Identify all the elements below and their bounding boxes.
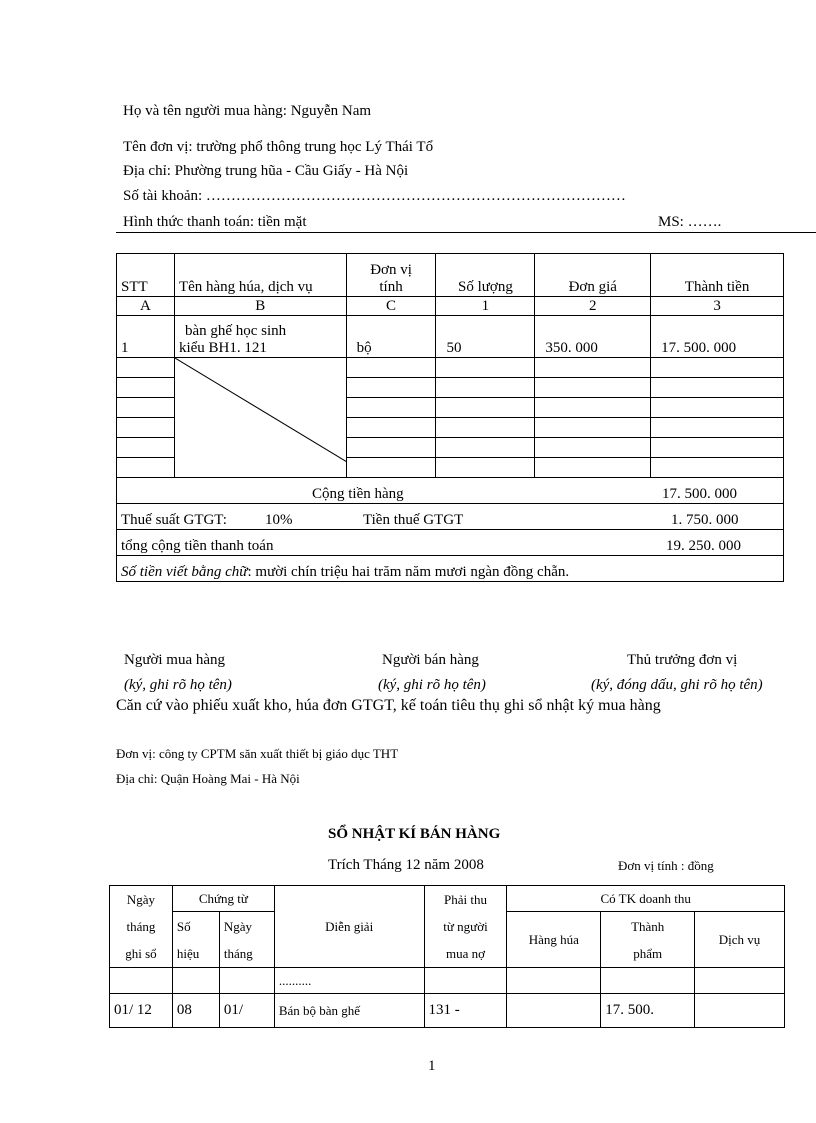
row-price: 350. 000 bbox=[535, 316, 651, 358]
vat-rate: 10% bbox=[265, 512, 293, 528]
jh-date: Ngày tháng ghi sổ bbox=[110, 886, 173, 968]
header-qty: Số lượng bbox=[436, 254, 535, 297]
code-a: A bbox=[117, 297, 175, 316]
journal-subtitle: Trích Tháng 12 năm 2008 bbox=[328, 857, 484, 873]
code-c: C bbox=[346, 297, 436, 316]
header-stt: STT bbox=[117, 254, 175, 297]
jr-finished: 17. 500. bbox=[601, 994, 695, 1028]
jh-finished: Thành phẩm bbox=[601, 912, 695, 968]
subtotal-label: Cộng tiền hàng bbox=[312, 486, 404, 502]
amount-in-words: Số tiền viết bằng chữ: mười chín triệu hai trăm năm mươi ngàn đồng chẵn. bbox=[117, 556, 784, 582]
jh-revenue: Có TK doanh thu bbox=[507, 886, 785, 912]
jr-date: 01/ 12 bbox=[110, 994, 173, 1028]
subtotal-value: 17. 500. 000 bbox=[662, 486, 737, 502]
page-number: 1 bbox=[428, 1058, 436, 1074]
journal-title: SỔ NHẬT KÍ BÁN HÀNG bbox=[328, 826, 501, 842]
header-unit: Đơn vị tính bbox=[346, 254, 436, 297]
code-b: B bbox=[174, 297, 346, 316]
jr-desc: Bán bộ bàn ghế bbox=[274, 994, 424, 1028]
row-stt: 1 bbox=[117, 316, 175, 358]
sig-buyer-note: (ký, ghi rõ họ tên) bbox=[124, 677, 232, 693]
journal-note: Căn cứ vào phiếu xuất kho, húa đơn GTGT, kế toán tiêu thụ ghi sổ nhật ký mua hàng bbox=[116, 697, 661, 714]
total-label: tổng cộng tiền thanh toán bbox=[121, 538, 274, 554]
jh-receivable: Phải thu từ người mua nợ bbox=[424, 886, 507, 968]
code-1: 1 bbox=[436, 297, 535, 316]
jh-no: Số hiệu bbox=[172, 912, 219, 968]
empty-rows-diagonal bbox=[174, 358, 346, 478]
sig-buyer-role: Người mua hàng bbox=[124, 652, 226, 668]
company-address: Địa chỉ: Quận Hoàng Mai - Hà Nội bbox=[116, 771, 300, 786]
header-amount: Thành tiền bbox=[651, 254, 784, 297]
jr-no: 08 bbox=[172, 994, 219, 1028]
header-rule bbox=[116, 232, 816, 233]
account-number: Số tài khoản: ………………………………………………………………………… bbox=[123, 188, 626, 204]
total-value: 19. 250. 000 bbox=[666, 538, 741, 554]
company-unit: Đơn vị: công ty CPTM săn xuất thiết bị giáo dục THT bbox=[116, 746, 399, 761]
journal-unit: Đơn vị tính : đồng bbox=[618, 858, 714, 873]
sig-head-note: (ký, đóng dấu, ghi rõ họ tên) bbox=[591, 677, 763, 693]
diagonal-line bbox=[175, 358, 347, 462]
header-name: Tên hàng húa, dịch vụ bbox=[174, 254, 346, 297]
subtotal-row bbox=[117, 478, 784, 504]
table-row bbox=[110, 994, 785, 1028]
jr-receivable: 131 - bbox=[424, 994, 507, 1028]
jh-goods: Hàng húa bbox=[507, 912, 601, 968]
payment-method: Hình thức thanh toán: tiền mặt bbox=[123, 214, 307, 230]
sig-seller-role: Người bán hàng bbox=[382, 652, 479, 668]
sig-seller-note: (ký, ghi rõ họ tên) bbox=[378, 677, 486, 693]
code-2: 2 bbox=[535, 297, 651, 316]
row-qty: 50 bbox=[436, 316, 535, 358]
invoice-table bbox=[116, 253, 784, 582]
journal-dots: .......... bbox=[274, 968, 424, 994]
row-name: bàn ghế học sinh kiểu BH1. 121 bbox=[174, 316, 346, 358]
jh-voucher: Chứng từ bbox=[172, 886, 274, 912]
row-amount: 17. 500. 000 bbox=[651, 316, 784, 358]
jh-service: Dịch vụ bbox=[695, 912, 785, 968]
vat-row bbox=[117, 504, 784, 530]
table-row bbox=[117, 316, 784, 358]
vat-amount-label: Tiền thuế GTGT bbox=[363, 512, 464, 528]
unit-name: Tên đơn vị: trường phổ thông trung học Lý Thái Tổ bbox=[123, 139, 434, 155]
vat-amount: 1. 750. 000 bbox=[671, 512, 739, 528]
buyer-address: Địa chỉ: Phường trung hũa - Cầu Giấy - Hà Nội bbox=[123, 163, 409, 179]
journal-table bbox=[109, 885, 785, 1028]
code-3: 3 bbox=[651, 297, 784, 316]
jh-desc: Diễn giải bbox=[274, 886, 424, 968]
jh-vdate: Ngày tháng bbox=[219, 912, 274, 968]
buyer-name: Họ và tên người mua hàng: Nguyễn Nam bbox=[123, 103, 372, 119]
vat-rate-label: Thuế suất GTGT: bbox=[121, 512, 227, 528]
total-row bbox=[117, 530, 784, 556]
row-unit: bộ bbox=[346, 316, 436, 358]
header-price: Đơn giá bbox=[535, 254, 651, 297]
sig-head-role: Thủ trưởng đơn vị bbox=[627, 652, 738, 668]
ms-code: MS: ……. bbox=[658, 214, 722, 230]
jr-vdate: 01/ bbox=[219, 994, 274, 1028]
